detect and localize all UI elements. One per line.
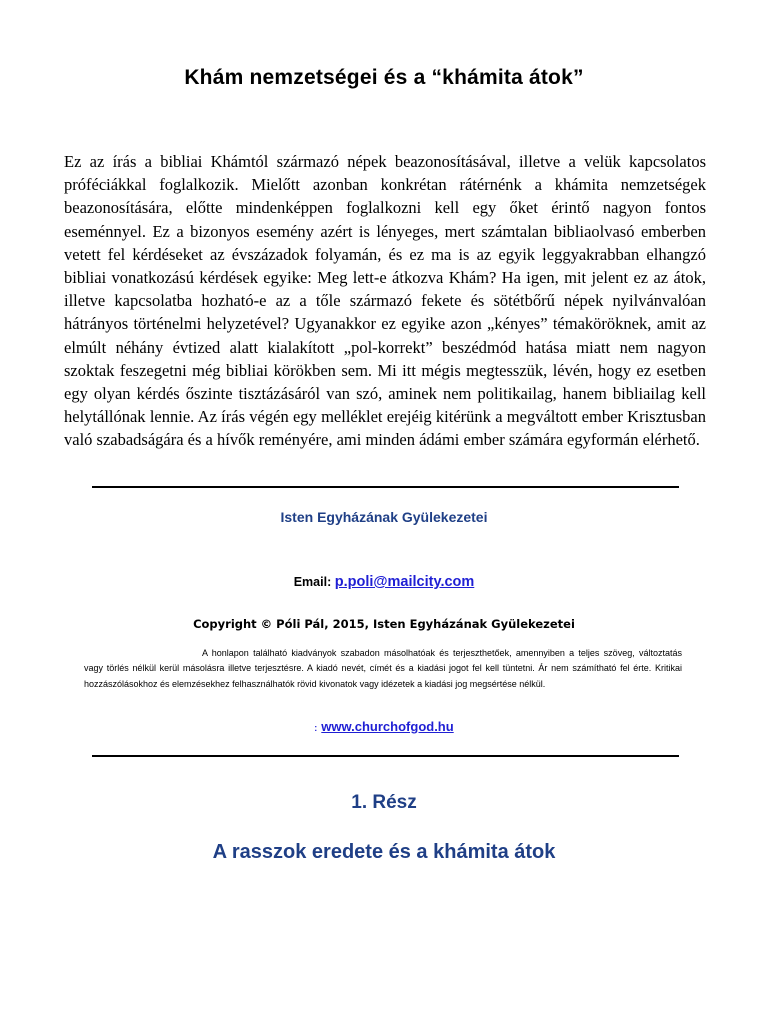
website-row [0, 719, 768, 734]
church-name: Isten Egyházának Gyülekezetei [280, 509, 488, 525]
intro-paragraph: Ez az írás a bibliai Khámtól származó népek beazonosításával, illetve a velük kapcsolatos próféciákkal foglalkozik. Mielőtt azonban konkrétan rátérnénk a khámita nemzetségek beazonosítására, előtte mindenképpen foglalkozni kell egy őket érintő nagyon fontos eseménnyel. Ez a bizonyos esemény azért is lényeges, mert számtalan bibliaolvasó emberben vetett fel kérdéseket az évszázadok folyamán, és ez ma is az egyik leggyakrabban elhangzó bibliai vonatkozású kérdések egyike: Meg lett-e átkozva Khám? Ha igen, mit jelent ez az átok, illetve kapcsolatba hozható-e az a tőle származó fekete és sötétbőrű népek nyilvánvalóan hátrányos történelmi helyzetével? Ugyanakkor ez egyike azon „kényes” témaköröknek, amit az elmúlt néhány évtized alatt kialakított „pol-korrekt” beszédmód hatása miatt nem nagyon szoktak feszegetni még bibliai körökben sem. Mi itt mégis megtesszük, lévén, hogy ez esetben egy olyan kérdés őszinte tisztázásáról van szó, aminek nem politikailag, hanem bibliailag kell helytállónak lennie. Az írás végén egy melléklet erejéig kitérünk a megváltott ember Krisztusban való szabadságára és a hívők reményére, ami minden ádámi ember számára egyformán elérhető. [64, 152, 706, 450]
divider-bottom [92, 755, 679, 757]
part-number: 1. Rész [351, 792, 417, 813]
part-title: A rasszok eredete és a khámita átok [212, 841, 556, 863]
divider-top [92, 486, 679, 488]
website-link[interactable]: www.churchofgod.hu [321, 719, 454, 734]
email-label: Email: [293, 575, 332, 589]
website-prefix: : [314, 723, 318, 733]
document-title: Khám nemzetségei és a “khámita átok” [184, 66, 584, 89]
email-row [0, 574, 768, 590]
copyright-notice: Copyright © Póli Pál, 2015, Isten Egyházának Gyülekezetei [193, 617, 575, 631]
email-link[interactable]: p.poli@mailcity.com [334, 574, 475, 590]
license-text: A honlapon található kiadványok szabadon másolhatóak és terjeszthetőek, amennyiben a teljes szöveg, változtatás vagy törlés nélkül kerül másolásra illetve terjesztésre. A kiadó nevét, címét és a kiadási jogot fel kell tüntetni. Ár nem számítható fel érte. Kritikai hozzászólásokhoz és elemzésekhez felhasználhatók rövid kivonatok vagy idézetek a kiadási jog megsértése nélkül. [84, 648, 682, 689]
